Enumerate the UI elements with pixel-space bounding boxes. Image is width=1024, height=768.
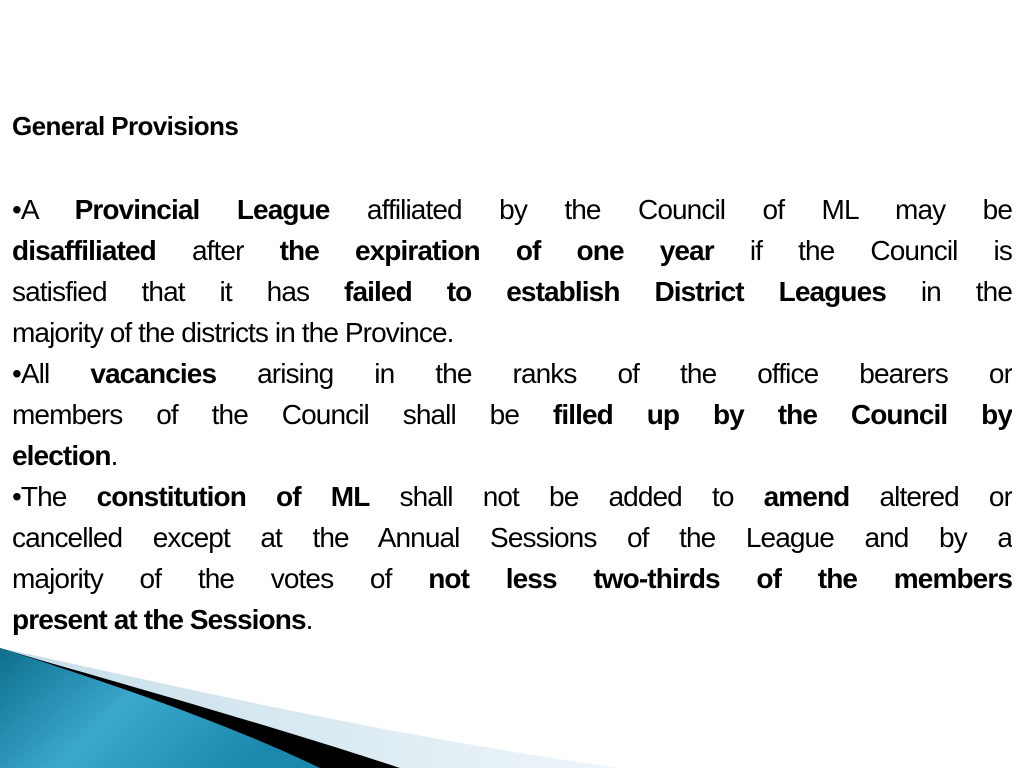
bold-text: Provincial League — [74, 194, 330, 225]
text: cancelled except at the Annual Sessions of the League and by a — [12, 522, 1012, 553]
text: altered or — [849, 481, 1012, 512]
text: . — [110, 440, 118, 471]
text: members of the Council shall be — [12, 399, 553, 430]
text-line — [12, 271, 1012, 312]
text: majority of the districts in the Province. — [12, 317, 454, 348]
text: •The — [12, 481, 97, 512]
text: after — [155, 235, 280, 266]
text: satisfied that it has — [12, 276, 345, 307]
decorative-swoosh — [0, 640, 620, 768]
text: majority of the votes of — [12, 563, 429, 594]
text-line — [12, 312, 1012, 353]
bold-text: the expiration of one year — [279, 235, 714, 266]
text-line — [12, 189, 1012, 230]
bold-text: filled up by the Council by — [552, 399, 1012, 430]
text: in the — [885, 276, 1012, 307]
text-line — [12, 476, 1012, 517]
text: . — [305, 604, 313, 635]
bold-text: vacancies — [90, 358, 217, 389]
bold-text: disaffiliated — [12, 235, 156, 266]
text-line — [12, 558, 1012, 599]
text-line — [12, 394, 1012, 435]
text: shall not be added to — [369, 481, 764, 512]
text-line — [12, 353, 1012, 394]
text-line — [12, 435, 1012, 476]
text: arising in the ranks of the office bearers or — [216, 358, 1012, 389]
bold-text: present at the Sessions — [12, 604, 306, 635]
text: •A — [12, 194, 75, 225]
slide-body — [12, 189, 1012, 640]
bold-text: amend — [763, 481, 850, 512]
text-line — [12, 230, 1012, 271]
bold-text: election — [12, 440, 111, 471]
text: affiliated by the Council of ML may be — [329, 194, 1012, 225]
text: •All — [12, 358, 91, 389]
bold-text: failed to establish District Leagues — [344, 276, 886, 307]
text-line — [12, 599, 1012, 640]
bold-text: constitution of ML — [96, 481, 370, 512]
text-line — [12, 517, 1012, 558]
bold-text: not less two-thirds of the members — [428, 563, 1012, 594]
slide-title: General Provisions — [12, 111, 239, 141]
text: if the Council is — [713, 235, 1012, 266]
